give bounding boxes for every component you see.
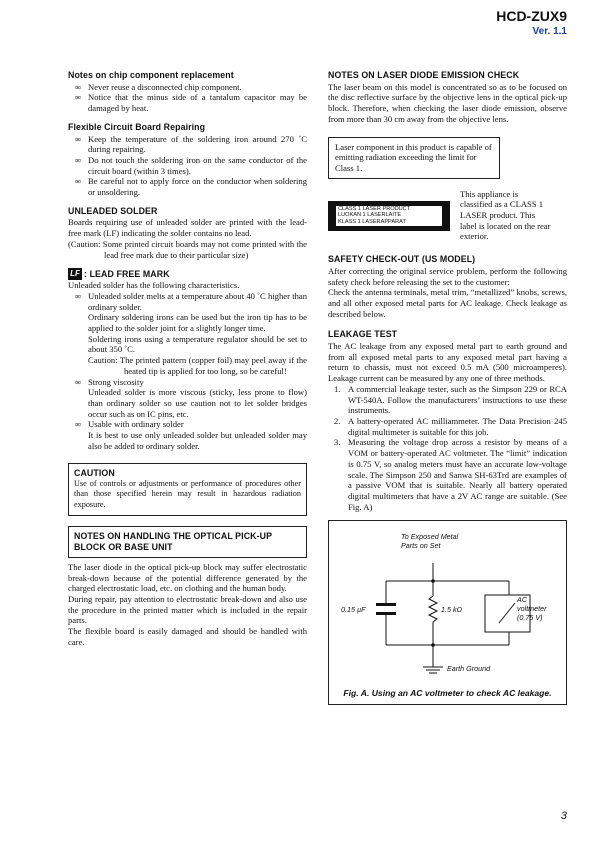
item-text: Measuring the voltage drop across a resistor by means of a VOM or battery-operated AC voltmeter. The “limit” indication is 0.75 V, so analog meters must have an accurate low-voltage scale. The Simpson 250 and Sanwa SH-63Trd are examples of a passive VOM that is suitable. Nearly all battery operated digital multimeters that have a 2V AC range are suitable. (See Fig. A) (348, 437, 567, 512)
optical-p2: During repair, pay attention to electrostatic break-down and also use the procedure in the printed matter which is included in the repair parts. (68, 593, 307, 626)
capacitor-plate-icon (376, 603, 396, 606)
item-text: A battery-operated AC milliammeter. The Data Precision 245 digital multimeter is suitable for this job. (348, 415, 567, 437)
list-item (328, 437, 567, 512)
safety-p2: Check the antenna terminals, metal trim, “metallized” knobs, screws, and all other exposed metal parts for AC leakage. Check leakage as described below. (328, 287, 567, 319)
list-item (68, 291, 307, 312)
voltmeter-needle (499, 603, 515, 623)
version-label: Ver. 1.1 (532, 26, 567, 37)
lf-item2-p2: Unleaded solder is more viscous (sticky, less prone to flow) than ordinary solder so use caution not to let solder bridges occur such as on IC pins, etc. (88, 387, 307, 419)
list-item (328, 384, 567, 416)
lf-item3-p2: It is best to use only unleaded solder but unleaded solder may also be added to ordinary solder. (88, 430, 307, 451)
caution-box (68, 463, 307, 516)
leakage-heading: LEAKAGE TEST (328, 329, 398, 340)
chip-list (68, 82, 307, 114)
lf-item1: Unleaded solder melts at a temperature about 40 ˚C higher than ordinary solder. (88, 290, 307, 312)
laser-label-wrap (328, 189, 450, 243)
label-line: CLASS 1 LASER PRODUCT (338, 205, 411, 212)
class1-laser-label (328, 201, 450, 231)
figure-top-label-2: Parts on Set (401, 541, 441, 551)
optical-heading-box (68, 526, 307, 558)
laser-heading: NOTES ON LASER DIODE EMISSION CHECK (328, 70, 520, 80)
capacitor-plate-icon (376, 612, 396, 615)
capacitor-label: 0.15 µF (341, 605, 366, 615)
leakage-p1: The AC leakage from any exposed metal part to earth ground and from all exposed metal parts to any exposed metal part having a return to chassis, must not exceed 0.5 mA (500 microamperes). Leakage current can be measured by any one of three methods. (328, 341, 567, 384)
optical-heading: NOTES ON HANDLING THE OPTICAL PICK-UP BLOCK OR BASE UNIT (74, 530, 272, 552)
safety-heading: SAFETY CHECK-OUT (US MODEL) (328, 254, 476, 265)
laser-label-description: This appliance is classified as a CLASS 1 LASER product. This label is located on the rear exterior. (460, 188, 551, 242)
flex-heading: Flexible Circuit Board Repairing (68, 121, 206, 132)
lf-list-3 (68, 419, 307, 430)
safety-p1: After correcting the original service problem, perform the following safety check before releasing the set to the customer: (328, 265, 567, 287)
unleaded-heading: UNLEADED SOLDER (68, 205, 158, 216)
lead-free-logo-icon: LF (68, 268, 82, 280)
flex-list (68, 134, 307, 198)
laser-label-row (328, 189, 567, 243)
meter-label-3: (0.75 V) (517, 613, 543, 623)
list-item: ∞ Do not touch the soldering iron on the same conductor of the circuit board (within 3 times). (68, 155, 307, 176)
meter-label-2: voltmeter (517, 604, 547, 614)
figure-caption: Fig. A. Using an AC voltmeter to check AC leakage. (343, 687, 552, 698)
figure-a-box (328, 520, 567, 705)
resistor-label: 1.5 kΩ (441, 605, 463, 615)
resistor-icon (429, 596, 437, 622)
lf-list-2 (68, 377, 307, 388)
list-item: ∞ Notice that the minus side of a tantalum capacitor may be damaged by heat. (68, 92, 307, 113)
lf-item1-caution: Caution: The printed pattern (copper foil) may peel away if the heated tip is applied for too long, so be careful! (88, 355, 307, 376)
list-item (328, 416, 567, 437)
label-line: LUOKAN 1 LASERLAITE (338, 212, 402, 219)
left-column (68, 70, 307, 647)
list-item: ∞ Never reuse a disconnected chip component. (68, 82, 307, 93)
item-number: 2. (334, 415, 341, 426)
leakage-circuit-diagram (329, 521, 566, 704)
item-number: 1. (334, 383, 341, 394)
leakage-methods-list (328, 384, 567, 512)
list-item: ∞ Strong viscosity (68, 377, 307, 388)
right-column (328, 70, 567, 705)
list-item: ∞ Be careful not to apply force on the conductor when soldering or unsoldering. (68, 176, 307, 197)
lf-item1-p2: Ordinary soldering irons can be used but the iron tip has to be applied to the solder joint for a slightly longer time. (88, 312, 307, 334)
chip-heading: Notes on chip component replacement (68, 70, 234, 80)
caution-heading: CAUTION (74, 467, 115, 478)
page-number: 3 (560, 810, 567, 822)
list-item: ∞ Usable with ordinary solder (68, 419, 307, 430)
lf-intro: Unleaded solder has the following characteristics. (68, 280, 240, 291)
optical-p1: The laser diode in the optical pick-up block may suffer electrostatic break-down because of the potential difference generated by the charged electrostatic load, etc. on clothing and the human body. (68, 561, 307, 594)
lf-list (68, 291, 307, 312)
class1-laser-label-text (336, 206, 442, 226)
ground-label: Earth Ground (447, 664, 491, 674)
label-line: KLASS 1 LASERAPPARAT (338, 218, 406, 225)
lf-heading: : LEAD FREE MARK (84, 268, 170, 279)
item-text: A commercial leakage tester, such as the Simpson 229 or RCA WT-540A. Follow the manufacturers’ instructions to use these instruments. (348, 383, 567, 416)
unleaded-body: Boards requiring use of unleaded solder are printed with the lead-free mark (LF) indicating the solder contains no lead. (68, 217, 307, 239)
list-item: ∞ Keep the temperature of the soldering iron around 270 ˚C during repairing. (68, 134, 307, 155)
figure-top-label-1: To Exposed Metal (401, 532, 459, 542)
item-number: 3. (334, 437, 341, 448)
unleaded-caution: (Caution: Some printed circuit boards may not come printed with the lead free mark due to their particular size) (68, 238, 307, 260)
laser-warning-box: Laser component in this product is capable of emitting radiation exceeding the limit for Class 1. (328, 137, 500, 179)
optical-p3: The flexible board is easily damaged and should be handled with care. (68, 626, 307, 647)
laser-body: The laser beam on this model is concentrated so as to be focused on the disc reflective surface by the objective lens in the optical pick-up block. Therefore, when checking the laser diode emission, observe from more than 30 cm away from the objective lens. (328, 81, 567, 124)
caution-body: Use of controls or adjustments or performance of procedures other than those specified herein may result in hazardous radiation exposure. (74, 479, 301, 509)
model-number: HCD-ZUX9 (496, 8, 567, 24)
lf-item1-p3: Soldering irons using a temperature regulator should be set to about 350 ˚C. (88, 333, 307, 355)
meter-label-1: AC (517, 595, 527, 605)
lf-heading-row (68, 268, 307, 280)
